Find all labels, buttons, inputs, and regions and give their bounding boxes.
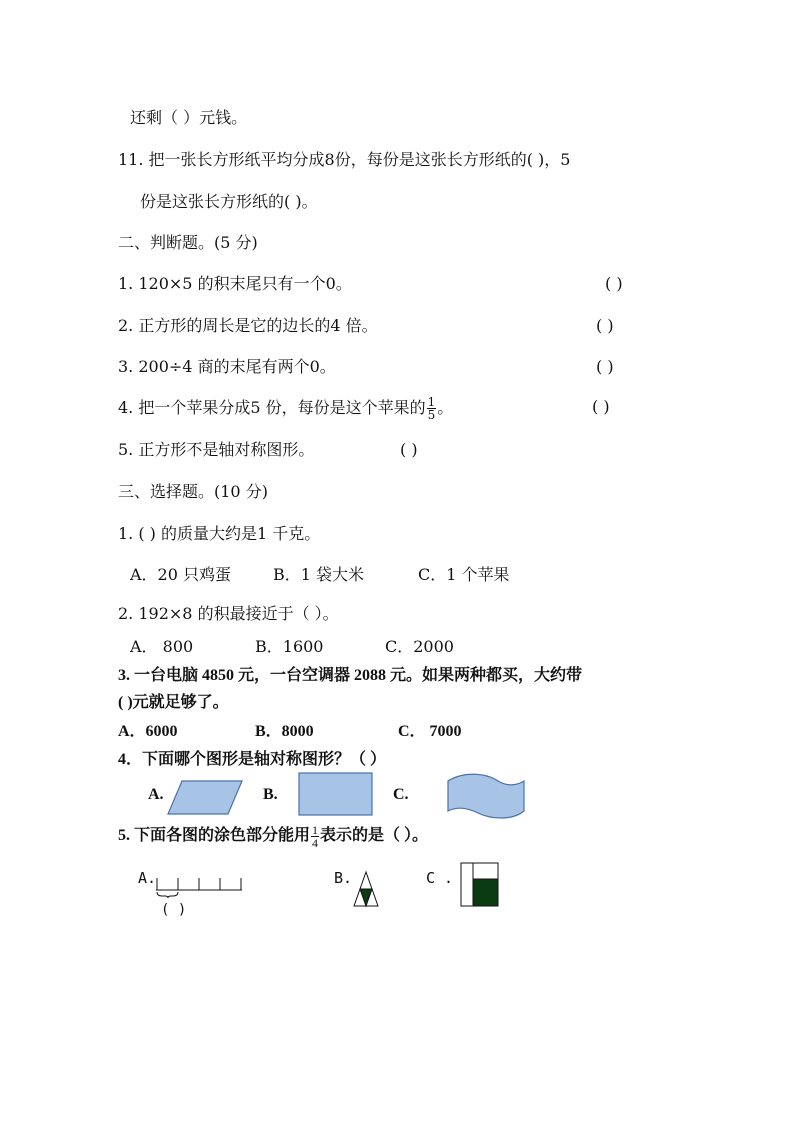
parallelogram-shape[interactable] (166, 780, 244, 816)
judge-blank-2[interactable]: ( ) (596, 316, 614, 335)
judge-blank-3[interactable]: ( ) (596, 357, 614, 376)
choice-q5-post: 表示的是（ ）。 (320, 827, 429, 845)
choice-q3-line-1: 3. 一台电脑 4850 元，一台空调器 2088 元。如果两种都买，大约带 (118, 667, 583, 684)
judge-item-4-tail: 。 (437, 398, 454, 417)
q5-label-c: C . (426, 869, 454, 887)
choice-heading: 三、选择题。(10 分) (118, 482, 268, 501)
q11-line-2: 份是这张长方形纸的( )。 (140, 192, 318, 211)
remaining-money-line: 还剩（ ）元钱。 (130, 108, 248, 127)
triangle-figure[interactable] (352, 870, 380, 908)
judge-item-5: 5. 正方形不是轴对称图形。 (118, 440, 315, 459)
choice-q2: 2. 192×8 的积最接近于（ ）。 (118, 604, 339, 623)
judge-blank-1[interactable]: ( ) (605, 274, 623, 293)
q4-label-c: C. (393, 786, 409, 803)
q5-label-b: B. (334, 869, 353, 887)
judge-blank-4[interactable]: ( ) (592, 397, 610, 416)
choice-q2-option-a[interactable]: A． 800 (130, 637, 194, 656)
number-line-figure[interactable] (154, 872, 246, 898)
choice-q3-option-a[interactable]: A．6000 (118, 723, 178, 740)
choice-q1-option-b[interactable]: B．1 袋大米 (273, 565, 365, 584)
judge-item-3: 3. 200÷4 商的末尾有两个0。 (118, 357, 336, 376)
choice-q4: 4．下面哪个图形是轴对称图形？（ ） (118, 751, 387, 768)
number-line-paren: ( ) (161, 902, 187, 918)
choice-q1-option-a[interactable]: A．20 只鸡蛋 (130, 565, 232, 584)
square-grid-figure[interactable] (460, 862, 500, 908)
choice-q2-option-b[interactable]: B．1600 (255, 637, 324, 656)
rectangle-shape[interactable] (298, 772, 374, 817)
judge-item-2: 2. 正方形的周长是它的边长的4 倍。 (118, 316, 378, 335)
fraction-numerator: 1 (427, 395, 436, 409)
choice-q3-option-b[interactable]: B．8000 (255, 723, 314, 740)
q4-label-a: A. (148, 786, 164, 803)
judge-heading: 二、判断题。(5 分) (118, 233, 258, 252)
judge-item-1: 1. 120×5 的积末尾只有一个0。 (118, 274, 352, 293)
choice-q2-option-c[interactable]: C．2000 (385, 637, 454, 656)
judge-blank-5[interactable]: ( ) (400, 440, 418, 459)
q5-label-a: A. (138, 869, 157, 887)
choice-q1: 1. ( ) 的质量大约是1 千克。 (118, 524, 321, 543)
choice-q3-option-c[interactable]: C． 7000 (398, 723, 462, 740)
choice-q5 (118, 824, 428, 849)
fraction-one-quarter (311, 824, 319, 849)
q4-label-b: B. (263, 786, 278, 803)
fraction-one-fifth (427, 396, 437, 421)
choice-q5-pre: 5. 下面各图的涂色部分能用 (118, 827, 311, 845)
choice-q3-line-2: ( )元就足够了。 (118, 694, 229, 711)
fraction-denominator: 4 (312, 836, 319, 850)
q11-line-1: 11. 把一张长方形纸平均分成8份，每份是这张长方形纸的( )，5 (118, 150, 571, 169)
fraction-denominator: 5 (427, 408, 436, 422)
wave-flag-shape[interactable] (446, 773, 526, 819)
judge-item-4 (118, 396, 453, 421)
choice-q1-option-c[interactable]: C．1 个苹果 (418, 565, 510, 584)
fraction-numerator: 1 (312, 823, 319, 837)
judge-item-4-text: 4. 把一个苹果分成5 份，每份是这个苹果的 (118, 398, 426, 417)
